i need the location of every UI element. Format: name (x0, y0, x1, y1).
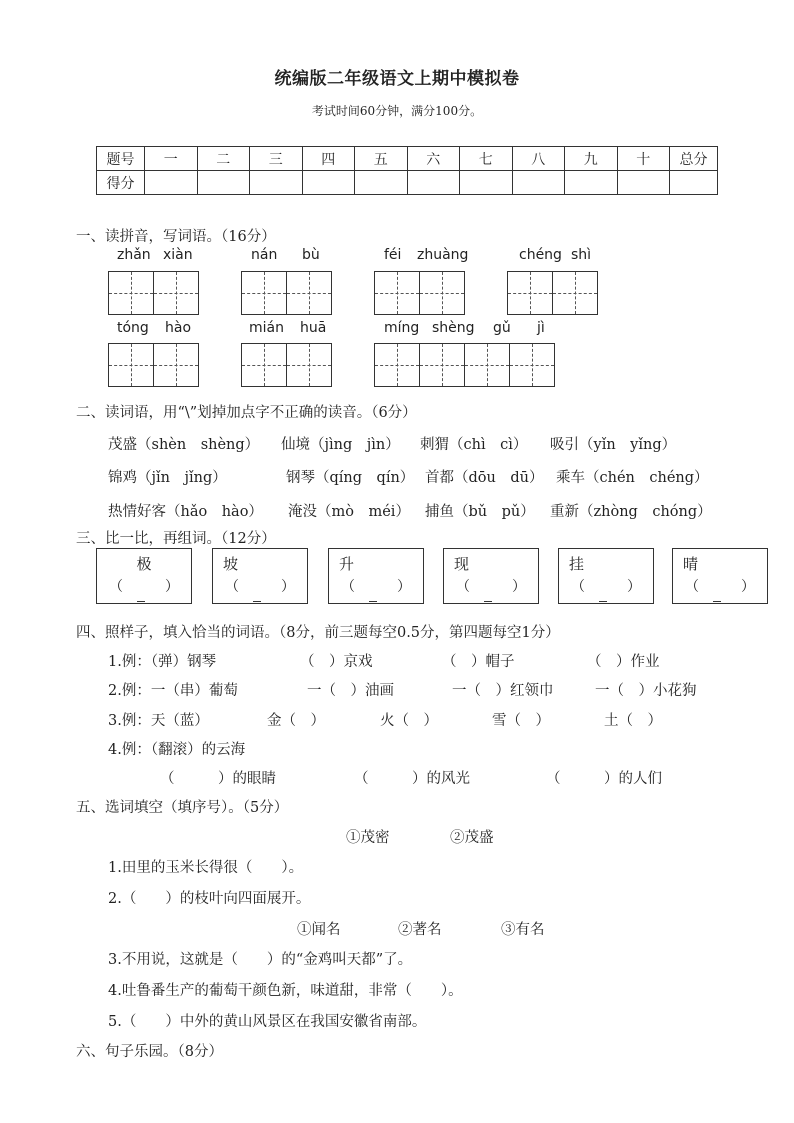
fill-blank[interactable]: 火（ ） (380, 713, 438, 729)
word-option: ①茂密 (346, 830, 390, 846)
fill-blank[interactable]: （ ）京戏 (300, 654, 373, 670)
example-text: 1.例：（弹）钢琴 (108, 654, 217, 670)
cut-mark (369, 601, 377, 606)
fill-blank[interactable]: （ ）的眼睛 (160, 771, 276, 787)
score-blank-cell[interactable] (460, 171, 513, 195)
example-text: 3.例：天（蓝） (108, 713, 209, 729)
word-option: ②著名 (398, 922, 442, 938)
reading-item: 热情好客（hǎo hào） (108, 504, 263, 520)
score-row-label: 得分 (97, 171, 145, 195)
compare-char: 晴 (683, 555, 699, 573)
writing-cell[interactable] (509, 343, 555, 387)
score-blank-cell[interactable] (670, 171, 718, 195)
compare-box[interactable] (96, 548, 192, 604)
score-blank-cell[interactable] (145, 171, 198, 195)
section-5-heading: 五、选词填空（填序号）。（5分） (76, 800, 289, 816)
answer-paren[interactable]: （ ） (685, 579, 755, 595)
pinyin-label: tóng (117, 320, 149, 336)
writing-cell[interactable] (464, 343, 510, 387)
fill-blank[interactable]: 雪（ ） (492, 713, 550, 729)
score-blank-cell[interactable] (302, 171, 355, 195)
reading-item: 钢琴（qíng qín） (286, 470, 415, 486)
writing-cell[interactable] (286, 343, 332, 387)
writing-cell[interactable] (374, 271, 420, 315)
fill-blank[interactable]: （ ）的风光 (354, 771, 470, 787)
writing-cell[interactable] (241, 343, 287, 387)
score-header-cell: 二 (197, 147, 250, 171)
pinyin-label: féi (384, 247, 402, 263)
section-2-heading: 二、读词语，用“\”划掉加点字不正确的读音。（6分） (76, 405, 417, 421)
fill-blank[interactable]: 土（ ） (604, 713, 662, 729)
fill-blank[interactable]: （ ）帽子 (442, 654, 515, 670)
answer-paren[interactable]: （ ） (225, 579, 295, 595)
reading-item: 仙境（jìng jìn） (281, 437, 400, 453)
compare-box[interactable] (558, 548, 654, 604)
fill-blank[interactable]: 一（ ）红领巾 (452, 683, 554, 699)
writing-cell[interactable] (507, 271, 553, 315)
cut-mark (713, 601, 721, 606)
score-blank-cell[interactable] (355, 171, 408, 195)
fill-blank[interactable]: 一（ ）油画 (307, 683, 394, 699)
pinyin-label: xiàn (163, 247, 193, 263)
writing-cell[interactable] (374, 343, 420, 387)
writing-grid[interactable] (241, 343, 332, 387)
section-4-heading: 四、照样子，填入恰当的词语。（8分，前三题每空0.5分，第四题每空1分） (76, 625, 560, 641)
score-table (96, 146, 718, 195)
score-blank-cell[interactable] (565, 171, 618, 195)
fill-blank[interactable]: 金（ ） (267, 713, 325, 729)
writing-cell[interactable] (108, 271, 154, 315)
cut-mark (253, 601, 261, 606)
writing-grid[interactable] (241, 271, 332, 315)
score-table-score-row (97, 171, 718, 195)
pinyin-label: bù (302, 247, 320, 263)
pinyin-label: zhuàng (417, 247, 469, 263)
section-3-heading: 三、比一比，再组词。（12分） (76, 531, 276, 547)
pinyin-label: shì (571, 247, 592, 263)
pinyin-label: gǔ (493, 320, 511, 336)
score-blank-cell[interactable] (617, 171, 670, 195)
writing-cell[interactable] (552, 271, 598, 315)
writing-cell[interactable] (241, 271, 287, 315)
example-text: 4.例：（翻滚）的云海 (108, 742, 246, 758)
score-header-cell: 题号 (97, 147, 145, 171)
score-table-header-row (97, 147, 718, 171)
reading-item: 重新（zhòng chóng） (550, 504, 712, 520)
exam-info: 考试时间60分钟，满分100分。 (311, 104, 483, 118)
score-header-cell: 五 (355, 147, 408, 171)
score-header-cell: 七 (460, 147, 513, 171)
writing-grid[interactable] (108, 271, 199, 315)
fill-blank[interactable]: （ ）作业 (587, 654, 660, 670)
writing-grid[interactable] (507, 271, 598, 315)
score-header-cell: 总分 (670, 147, 718, 171)
answer-paren[interactable]: （ ） (341, 579, 411, 595)
score-header-cell: 八 (512, 147, 565, 171)
pinyin-label: nán (251, 247, 278, 263)
compare-char: 极 (136, 555, 152, 573)
writing-grid[interactable] (108, 343, 199, 387)
reading-item: 茂盛（shèn shèng） (108, 437, 260, 453)
reading-item: 乘车（chén chéng） (556, 470, 709, 486)
cut-mark (599, 601, 607, 606)
writing-cell[interactable] (419, 343, 465, 387)
writing-cell[interactable] (419, 271, 465, 315)
score-header-cell: 六 (407, 147, 460, 171)
section-1-heading: 一、读拼音，写词语。（16分） (76, 229, 276, 245)
compare-char: 现 (454, 555, 470, 573)
example-text: 2.例：一（串）葡萄 (108, 683, 238, 699)
cut-mark (484, 601, 492, 606)
score-header-cell: 四 (302, 147, 355, 171)
question-text: 5.（ ）中外的黄山风景区在我国安徽省南部。 (108, 1014, 427, 1030)
reading-item: 吸引（yǐn yǐng） (550, 437, 677, 453)
reading-item: 捕鱼（bǔ pǔ） (425, 504, 535, 520)
reading-item: 首都（dōu dū） (425, 470, 544, 486)
page-title: 统编版二年级语文上期中模拟卷 (274, 69, 520, 89)
writing-cell[interactable] (153, 271, 199, 315)
compare-box[interactable] (212, 548, 308, 604)
writing-cell[interactable] (286, 271, 332, 315)
pinyin-label: míng (384, 320, 420, 336)
compare-box[interactable] (443, 548, 539, 604)
question-text: 1.田里的玉米长得很（ ）。 (108, 860, 304, 876)
score-header-cell: 一 (145, 147, 198, 171)
compare-char: 升 (339, 555, 355, 573)
question-text: 4.吐鲁番生产的葡萄干颜色新，味道甜，非常（ ）。 (108, 983, 463, 999)
score-blank-cell[interactable] (407, 171, 460, 195)
question-text: 2.（ ）的枝叶向四面展开。 (108, 891, 311, 907)
writing-grid[interactable] (374, 271, 465, 315)
writing-cell[interactable] (153, 343, 199, 387)
compare-box[interactable] (672, 548, 768, 604)
score-header-cell: 十 (617, 147, 670, 171)
score-blank-cell[interactable] (197, 171, 250, 195)
section-6-heading: 六、句子乐园。（8分） (76, 1044, 223, 1060)
word-option: ①闻名 (297, 922, 341, 938)
pinyin-label: chéng (519, 247, 562, 263)
word-option: ③有名 (501, 922, 545, 938)
pinyin-label: hào (165, 320, 192, 336)
compare-box[interactable] (328, 548, 424, 604)
cut-mark (137, 601, 145, 606)
reading-item: 刺猬（chì cì） (420, 437, 528, 453)
reading-item: 锦鸡（jǐn jǐng） (108, 470, 227, 486)
compare-char: 坡 (223, 555, 239, 573)
score-header-cell: 九 (565, 147, 618, 171)
question-text: 3.不用说，这就是（ ）的“金鸡叫天都”了。 (108, 952, 413, 968)
fill-blank[interactable]: （ ）的人们 (546, 771, 662, 787)
pinyin-label: jì (537, 320, 545, 336)
score-blank-cell[interactable] (512, 171, 565, 195)
compare-char: 挂 (569, 555, 585, 573)
answer-paren[interactable]: （ ） (109, 579, 179, 595)
reading-item: 淹没（mò méi） (288, 504, 410, 520)
writing-cell[interactable] (108, 343, 154, 387)
answer-paren[interactable]: （ ） (571, 579, 641, 595)
pinyin-label: huā (300, 320, 327, 336)
pinyin-label: shèng (432, 320, 475, 336)
score-blank-cell[interactable] (250, 171, 303, 195)
pinyin-label: mián (249, 320, 284, 336)
fill-blank[interactable]: 一（ ）小花狗 (595, 683, 697, 699)
pinyin-label: zhǎn (117, 247, 151, 263)
answer-paren[interactable]: （ ） (456, 579, 526, 595)
score-header-cell: 三 (250, 147, 303, 171)
word-option: ②茂盛 (450, 830, 494, 846)
writing-grid[interactable] (374, 343, 555, 387)
